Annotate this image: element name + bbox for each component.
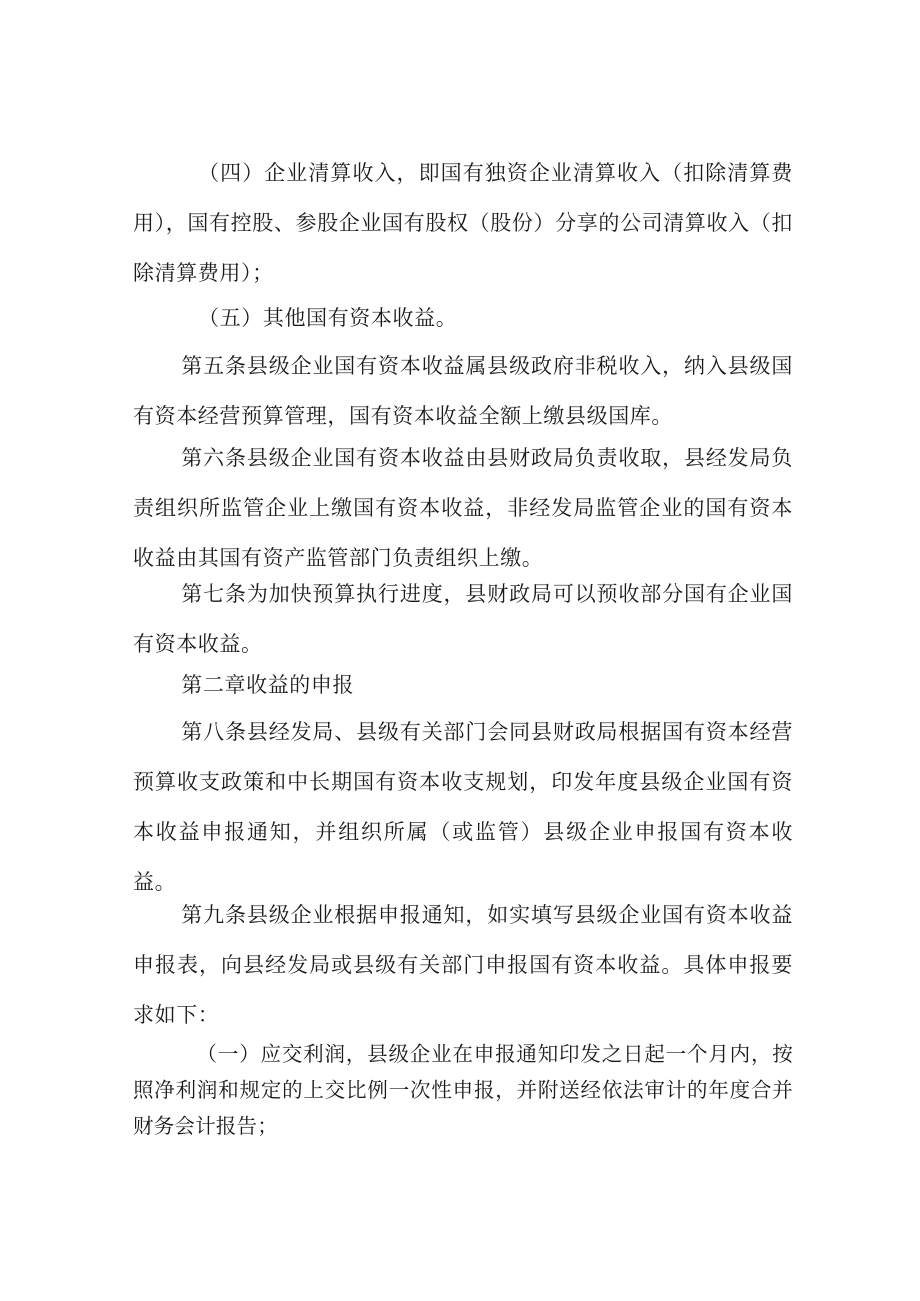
- paragraph-item-5: （五）其他国有资本收益。: [198, 306, 458, 330]
- chapter-heading: 第二章收益的申报: [181, 673, 355, 697]
- paragraph-item-4: （四）企业清算收入，即国有独资企业清算收入（扣除清算费用），国有控股、参股企业国有股权（股份）分享的公司清算收入（扣除清算费用）；: [133, 161, 793, 285]
- paragraph-item-1: （一）应交利润，县级企业在申报通知印发之日起一个月内，按照净利润和规定的上交比例一次性申报，并附送经依法审计的年度合并财务会计报告；: [133, 1042, 793, 1138]
- paragraph-article-8: 第八条县经发局、县级有关部门会同县财政局根据国有资本经营预算收支政策和中长期国有资本收支规划，印发年度县级企业国有资本收益申报通知，并组织所属（或监管）县级企业申报国有资本收益。: [133, 720, 793, 894]
- paragraph-article-6: 第六条县级企业国有资本收益由县财政局负责收取，县经发局负责组织所监管企业上缴国有资本收益，非经发局监管企业的国有资本收益由其国有资产监管部门负责组织上缴。: [133, 446, 793, 570]
- paragraph-article-5: 第五条县级企业国有资本收益属县级政府非税收入，纳入县级国有资本经营预算管理，国有资本收益全额上缴县级国库。: [133, 354, 793, 428]
- paragraph-article-7: 第七条为加快预算执行进度，县财政局可以预收部分国有企业国有资本收益。: [133, 582, 793, 656]
- paragraph-article-9: 第九条县级企业根据申报通知，如实填写县级企业国有资本收益申报表，向县经发局或县级有关部门申报国有资本收益。具体申报要求如下：: [133, 903, 793, 1027]
